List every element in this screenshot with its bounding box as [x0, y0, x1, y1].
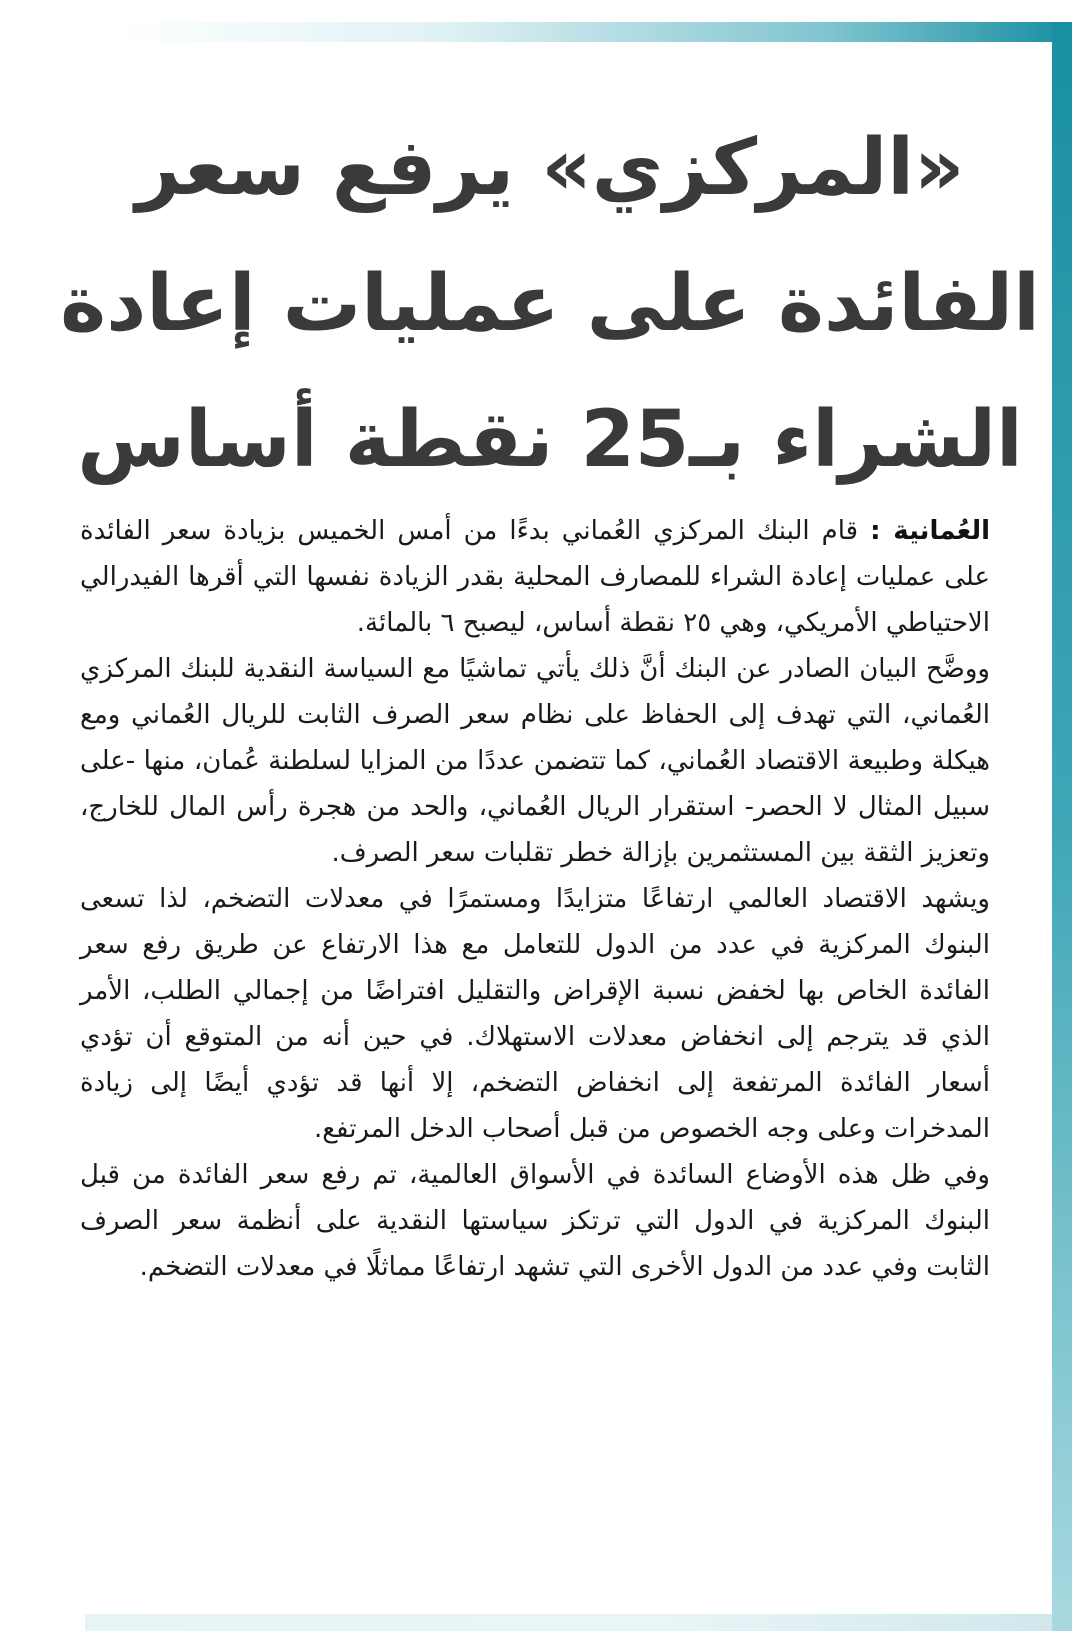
byline: العُمانية : — [870, 516, 990, 546]
bottom-accent-bar — [85, 1614, 1052, 1631]
paragraph-text: قام البنك المركزي العُماني بدءًا من أمس الخميس بزيادة سعر الفائدة على عمليات إعادة الشراء للمصارف المحلية بقدر الزيادة نفسها التي أقرها الفيدرالي الاحتياطي الأمريكي، وهي ٢٥ نقطة أساس، ليصبح ٦ بالمائة. — [80, 516, 990, 638]
article-paragraph-2: ووضَّح البيان الصادر عن البنك أنَّ ذلك يأتي تماشيًا مع السياسة النقدية للبنك المركزي العُماني، التي تهدف إلى الحفاظ على نظام سعر الصرف الثابت للريال العُماني ومع هيكلة وطبيعة الاقتصاد العُماني، كما تتضمن عددًا من المزايا لسلطنة عُمان، منها -على سبيل المثال لا الحصر- استقرار الريال العُماني، والحد من هجرة رأس المال للخارج، وتعزيز الثقة بين المستثمرين بإزالة خطر تقلبات سعر الصرف. — [80, 654, 990, 868]
article-body — [80, 508, 990, 1290]
headline: «المركزي» يرفع سعر الفائدة على عمليات إعادة الشراء بـ25 نقطة أساس — [60, 123, 1040, 485]
top-accent-bar — [115, 22, 1070, 42]
article-paragraph-4: وفي ظل هذه الأوضاع السائدة في الأسواق العالمية، تم رفع سعر الفائدة من قبل البنوك المركزية في الدول التي ترتكز سياستها النقدية على أنظمة سعر الصرف الثابت وفي عدد من الدول الأخرى التي تشهد ارتفاعًا مماثلًا في معدلات التضخم. — [80, 1160, 990, 1282]
article-paragraph-3: ويشهد الاقتصاد العالمي ارتفاعًا متزايدًا ومستمرًا في معدلات التضخم، لذا تسعى البنوك المركزية في عدد من الدول للتعامل مع هذا الارتفاع عن طريق رفع سعر الفائدة الخاص بها لخفض نسبة الإقراض والتقليل افتراضًا من إجمالي الطلب، الأمر الذي قد يترجم إلى انخفاض معدلات الاستهلاك. في حين أنه من المتوقع أن تؤدي أسعار الفائدة المرتفعة إلى انخفاض التضخم، إلا أنها قد تؤدي أيضًا إلى زيادة المدخرات وعلى وجه الخصوص من قبل أصحاب الدخل المرتفع. — [80, 884, 990, 1144]
side-accent-bar — [1052, 22, 1072, 1631]
article-paragraph-1 — [80, 508, 990, 646]
